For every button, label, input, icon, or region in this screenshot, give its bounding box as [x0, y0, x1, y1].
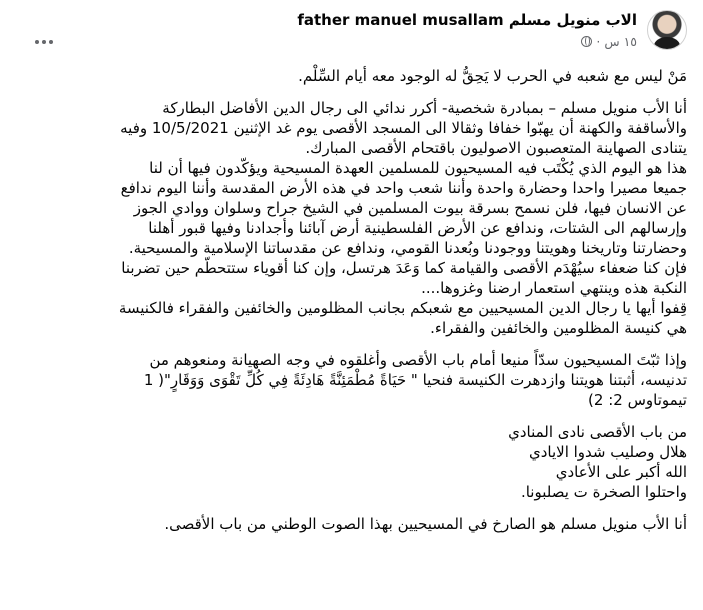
post-text-line: من باب الأقصى نادى المنادي: [508, 423, 687, 441]
paragraph-gap: [12, 338, 687, 350]
post-text-line: تيموتاوس 2: 2): [588, 391, 687, 409]
post-text-line: يتنادى الصهاينة المتعصبون الاصوليون باقتحام الأقصى المبارك.: [305, 139, 687, 157]
paragraph-gap: [12, 502, 687, 514]
author-name[interactable]: الاب منويل مسلم father manuel musallam: [297, 11, 637, 29]
post-text-line: وإذا ثبّتَ المسيحيون سدّاً منيعا أمام باب الأقصى وأغلقوه في وجه الصهيانة ومنعوهم من: [149, 351, 687, 369]
post-text-line: هلال وصليب شدوا الايادي: [528, 443, 687, 461]
author-avatar[interactable]: [647, 10, 687, 50]
post-time[interactable]: ١٥ س ·: [596, 34, 637, 49]
post-text-line: أنا الأب منويل مسلم هو الصارخ في المسيحيين بهذا الصوت الوطني من باب الأقصى.: [164, 515, 687, 533]
post-text-line: والأساقفة والكهنة أن يهبّوا خفافا وثقالا الى المسجد الأقصى يوم غد الإثنين 10/5/2021 وفيه: [120, 119, 687, 137]
post-text-line: قِفوا أيها يا رجال الدين المسيحيين مع شعبكم بجانب المظلومين والخائفين والفقراء فالكنيسة: [118, 299, 687, 317]
dot-icon: [35, 40, 39, 44]
post-meta: [581, 34, 637, 49]
post-text-line: وحضارتنا وتاريخنا وهويتنا ووجودنا وبُعدنا القومي، وندافع عن مقدساتنا الإسلامية والمسيحية.: [128, 239, 687, 257]
post-text-line: وإرسالهم الى الشتات، وندافع عن الأرض الفلسطينية أرض آبائنا وأجدادنا وفيها قبور أهلنا: [148, 219, 687, 237]
paragraph-gap: [12, 86, 687, 98]
post-text-line: هي كنيسة المظلومين والخائفين والفقراء.: [430, 319, 687, 337]
globe-icon[interactable]: [581, 36, 592, 47]
post-text-line: هذا هو اليوم الذي يُكْتَب فيه المسيحيون للمسلمين العهدة المسيحية ويؤكّدون فيها أن لنا: [149, 159, 687, 177]
post-text-line: واحتلوا الصخرة ت يصلبونا.: [520, 483, 687, 501]
post-text-line: النكبة هذه وينتهي استعمار ارضنا وغزوها....: [421, 279, 687, 297]
more-options-button[interactable]: [30, 28, 58, 56]
post-text-line: فإن كنا ضعفاء سيُهْدَم الأقصى والقيامة كما وَعَدَ هرتسل، وإن كنا أقوياء ستتحطّم حين تضربنا: [121, 259, 687, 277]
paragraph-gap: [12, 410, 687, 422]
post-text-line: الله أكبر على الأعادي: [555, 463, 687, 481]
post-header: [16, 10, 687, 58]
post-text-line: تدنيسه، أثبتنا هويتنا وازدهرت الكنيسة فنحيا " حَيَاةً مُطْمَئِنَّةً هَادِئَةً فِي كُلِّ تَقْوَى وَوَقَارٍ"( 1: [143, 371, 687, 389]
post-text-line: مَنْ ليس مع شعبه في الحرب لا يَحِقُّ له الوجود معه أيام السِّلْم.: [298, 67, 687, 85]
dot-icon: [49, 40, 53, 44]
post-text-line: جميعا مصيرا واحدا وحضارة واحدة وأننا شعب واحد في هذه الأرض المقدسة وأننا اليوم ندافع: [120, 179, 687, 197]
post-text-line: عن الانسان فيها، فلن نسمح بسرقة بيوت المسلمين في الشيخ جراح وسلوان ووادي الجوز: [133, 199, 687, 217]
post-text-line: أنا الأب منويل مسلم – بمبادرة شخصية- أكرر ندائي الى رجال الدين الأفاضل البطاركة: [162, 99, 687, 117]
post-body: [12, 66, 687, 534]
dot-icon: [42, 40, 46, 44]
